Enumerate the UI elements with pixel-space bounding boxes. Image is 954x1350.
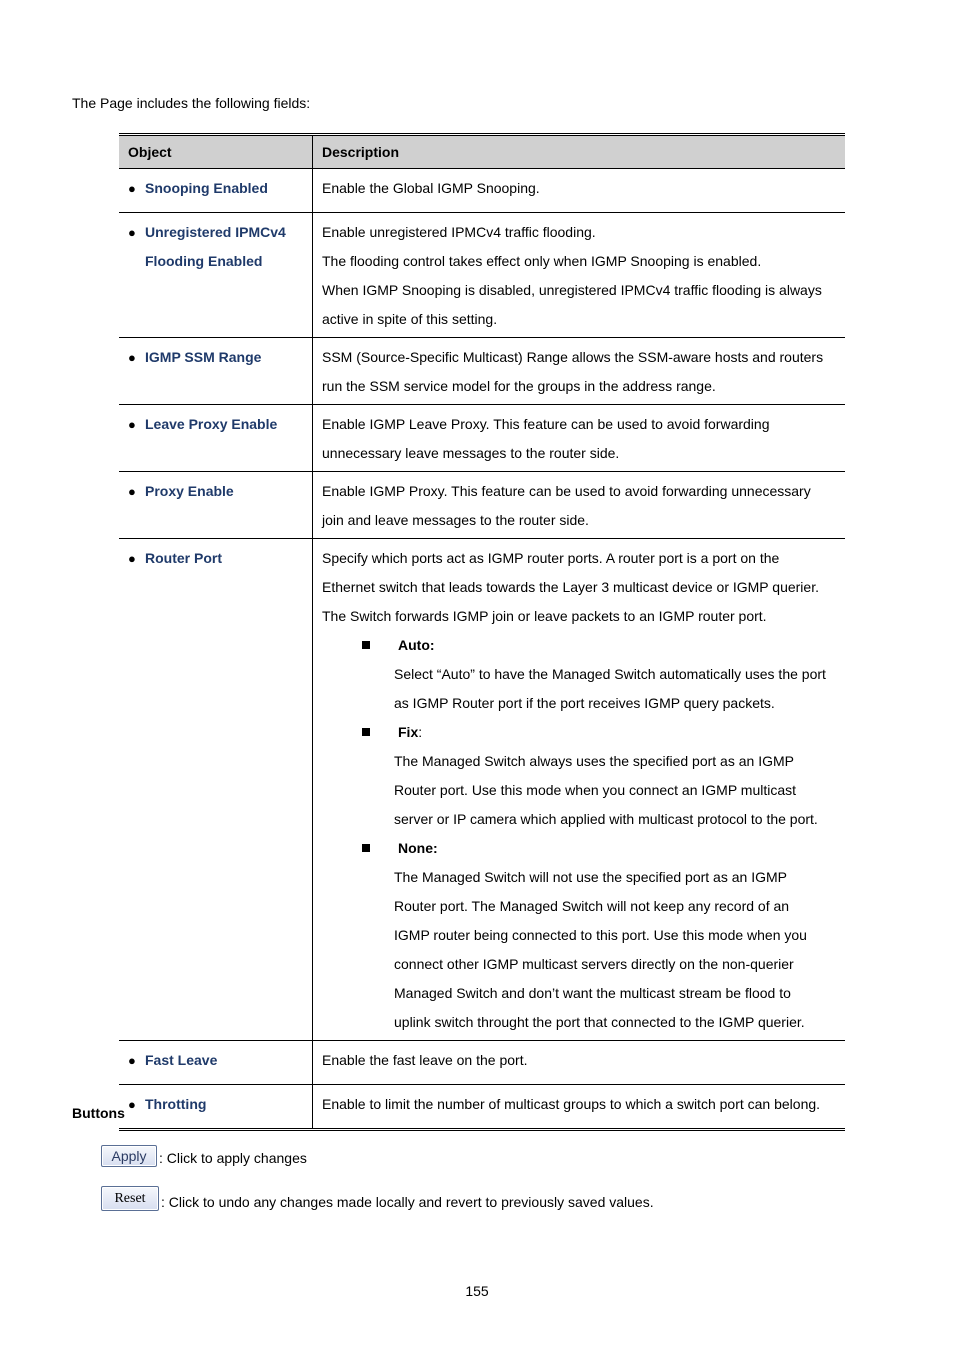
description-line: Enable the Global IGMP Snooping.	[322, 180, 540, 196]
option-description: Select “Auto” to have the Managed Switch automatically uses the port	[394, 666, 826, 682]
description-line: Enable to limit the number of multicast groups to which a switch port can belong.	[322, 1096, 821, 1112]
object-label: Leave Proxy Enable	[145, 416, 278, 432]
bullet-icon: ●	[128, 1097, 136, 1112]
object-label: IGMP SSM Range	[145, 349, 262, 365]
object-label: Unregistered IPMCv4 Flooding Enabled	[145, 224, 286, 269]
option-description: uplink switch throught the port that connected to the IGMP querier.	[394, 1014, 805, 1030]
option-fix: Fix :	[322, 718, 836, 747]
reset-row	[101, 1186, 654, 1211]
object-label: Snooping Enabled	[145, 180, 268, 196]
object-label: Router Port	[145, 550, 222, 566]
table-row	[119, 213, 845, 338]
bullet-icon: ●	[128, 350, 136, 365]
reset-description: : Click to undo any changes made locally and revert to previously saved values.	[161, 1194, 654, 1210]
option-description: IGMP router being connected to this port. Use this mode when you	[394, 927, 807, 943]
square-bullet-icon	[362, 844, 370, 852]
option-description: connect other IGMP multicast servers directly on the non-querier	[394, 956, 794, 972]
buttons-section-title: Buttons	[72, 1105, 125, 1121]
description-line: Enable IGMP Proxy. This feature can be used to avoid forwarding unnecessary	[322, 483, 811, 499]
description-line: Enable unregistered IPMCv4 traffic flooding.	[322, 224, 596, 240]
bullet-icon: ●	[128, 181, 136, 196]
table-row	[119, 472, 845, 539]
fields-table	[119, 133, 845, 1131]
option-description: as IGMP Router port if the port receives IGMP query packets.	[394, 695, 775, 711]
description-line: run the SSM service model for the groups in the address range.	[322, 378, 716, 394]
square-bullet-icon	[362, 641, 370, 649]
description-line: join and leave messages to the router side.	[322, 512, 589, 528]
table-row	[119, 405, 845, 472]
table-row	[119, 1041, 845, 1085]
bullet-icon: ●	[128, 484, 136, 499]
option-auto: Auto:	[322, 631, 836, 660]
option-description: Managed Switch and don’t want the multicast stream be flood to	[394, 985, 791, 1001]
table-row	[119, 169, 845, 213]
description-line: unnecessary leave messages to the router side.	[322, 445, 620, 461]
table-row	[119, 1085, 845, 1130]
bullet-icon: ●	[128, 1053, 136, 1068]
description-line: Enable IGMP Leave Proxy. This feature can be used to avoid forwarding	[322, 416, 770, 432]
page-number: 155	[465, 1283, 489, 1299]
table-header-row	[119, 135, 845, 169]
description-line: active in spite of this setting.	[322, 311, 498, 327]
header-description: Description	[313, 135, 846, 169]
apply-row	[101, 1145, 307, 1167]
description-line: The Switch forwards IGMP join or leave packets to an IGMP router port.	[322, 608, 767, 624]
bullet-icon: ●	[128, 225, 136, 240]
square-bullet-icon	[362, 728, 370, 736]
description-line: Specify which ports act as IGMP router ports. A router port is a port on the	[322, 550, 780, 566]
description-line: SSM (Source-Specific Multicast) Range allows the SSM-aware hosts and routers	[322, 349, 824, 365]
apply-button[interactable]: Apply	[101, 1145, 157, 1167]
option-description: Router port. The Managed Switch will not keep any record of an	[394, 898, 790, 914]
object-label: Throtting	[145, 1096, 207, 1112]
bullet-icon: ●	[128, 551, 136, 566]
reset-button[interactable]: Reset	[101, 1186, 159, 1211]
option-description: server or IP camera which applied with multicast protocol to the port.	[394, 811, 818, 827]
header-object: Object	[119, 135, 313, 169]
table-row	[119, 539, 845, 1041]
intro-text: The Page includes the following fields:	[72, 95, 311, 111]
table-row	[119, 338, 845, 405]
description-line: The flooding control takes effect only when IGMP Snooping is enabled.	[322, 253, 762, 269]
option-description: The Managed Switch always uses the specified port as an IGMP	[394, 753, 794, 769]
description-line: Enable the fast leave on the port.	[322, 1052, 528, 1068]
object-label: Fast Leave	[145, 1052, 218, 1068]
object-label: Proxy Enable	[145, 483, 234, 499]
option-none: None:	[322, 834, 836, 863]
option-description: Router port. Use this mode when you connect an IGMP multicast	[394, 782, 797, 798]
description-line: Ethernet switch that leads towards the Layer 3 multicast device or IGMP querier.	[322, 579, 819, 595]
option-description: The Managed Switch will not use the specified port as an IGMP	[394, 869, 787, 885]
bullet-icon: ●	[128, 417, 136, 432]
apply-description: : Click to apply changes	[159, 1150, 307, 1166]
description-line: When IGMP Snooping is disabled, unregistered IPMCv4 traffic flooding is always	[322, 282, 822, 298]
